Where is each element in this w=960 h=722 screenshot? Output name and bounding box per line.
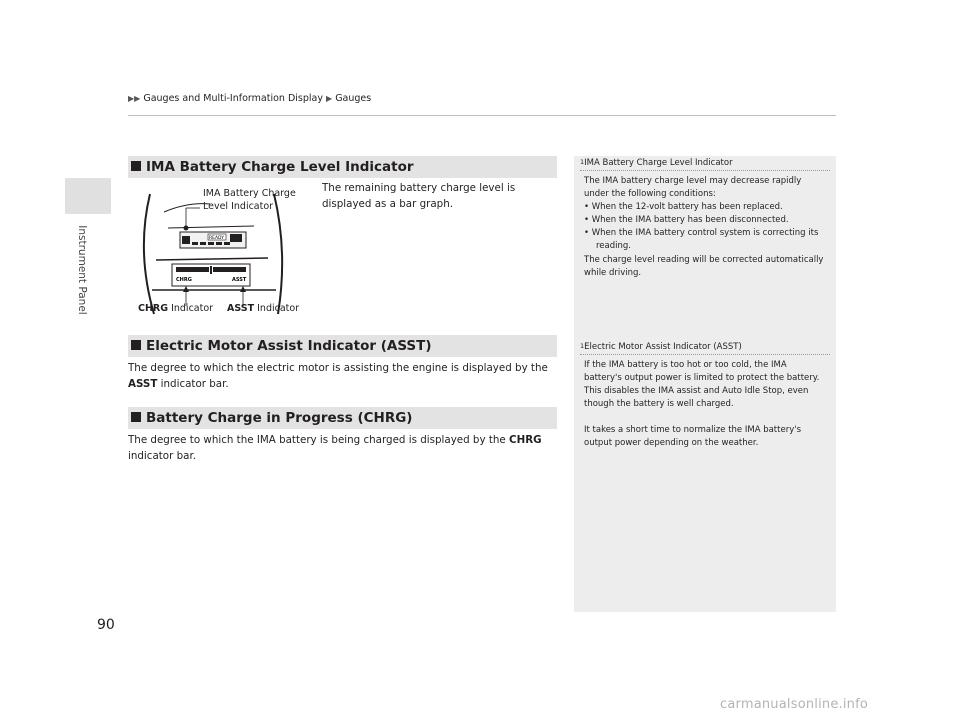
section-heading-ima: IMA Battery Charge Level Indicator <box>128 156 557 178</box>
heading-square-icon <box>131 161 141 171</box>
section-heading-asst: Electric Motor Assist Indicator (ASST) <box>128 335 557 357</box>
header-divider <box>128 115 836 116</box>
screen-chrg-text: CHRG <box>176 277 192 283</box>
breadcrumb-arrow-icon: ▶ <box>326 94 333 103</box>
breadcrumb-item[interactable]: Gauges <box>335 93 372 104</box>
note-body-ima: The IMA battery charge level may decrease rapidly under the following conditions: • When the 12-volt battery has been replaced. • When the IMA battery has been disconnected. • When the IMA battery control system is correcting its reading. The charge level reading will be corrected automatically while driving. <box>584 176 824 278</box>
asst-description: The degree to which the electric motor is assisting the engine is displayed by the ASST indicator bar. <box>128 362 548 390</box>
callout-asst: ASST Indicator <box>227 303 300 314</box>
notes-panel <box>574 156 836 612</box>
section-heading-chrg: Battery Charge in Progress (CHRG) <box>128 407 557 429</box>
note-title-ima[interactable]: $^1$IMA Battery Charge Level Indicator <box>580 158 733 168</box>
heading-square-icon <box>131 412 141 422</box>
callout-chrg: CHRG Indicator <box>138 303 214 314</box>
page-number: 90 <box>97 617 115 633</box>
side-tab-marker <box>65 178 111 214</box>
screen-asst-text: ASST <box>232 277 247 283</box>
side-label: Instrument Panel <box>76 225 88 315</box>
note-title-asst[interactable]: $^1$Electric Motor Assist Indicator (ASST) <box>580 341 742 352</box>
watermark: carmanualsonline.info <box>720 697 869 712</box>
breadcrumb <box>128 93 371 104</box>
heading-square-icon <box>131 340 141 350</box>
breadcrumb-item[interactable]: Gauges and Multi-Information Display <box>143 93 323 104</box>
note-body-asst: If the IMA battery is too hot or too cold, the IMA battery's output power is limited to protect the battery. This disables the IMA assist and Auto Idle Stop, even though the battery is well charged. It takes a short time to normalize the IMA battery's output power depending on the weather. <box>584 359 820 449</box>
breadcrumb-arrow-icon: ▶▶ <box>128 94 141 103</box>
svg-text:READY: READY <box>209 236 225 241</box>
callout-ima-level: IMA Battery Charge Level Indicator <box>203 188 296 212</box>
chrg-description: The degree to which the IMA battery is being charged is displayed by the CHRG indicator bar. <box>128 434 542 462</box>
ima-description: The remaining battery charge level is displayed as a bar graph. <box>322 182 516 210</box>
